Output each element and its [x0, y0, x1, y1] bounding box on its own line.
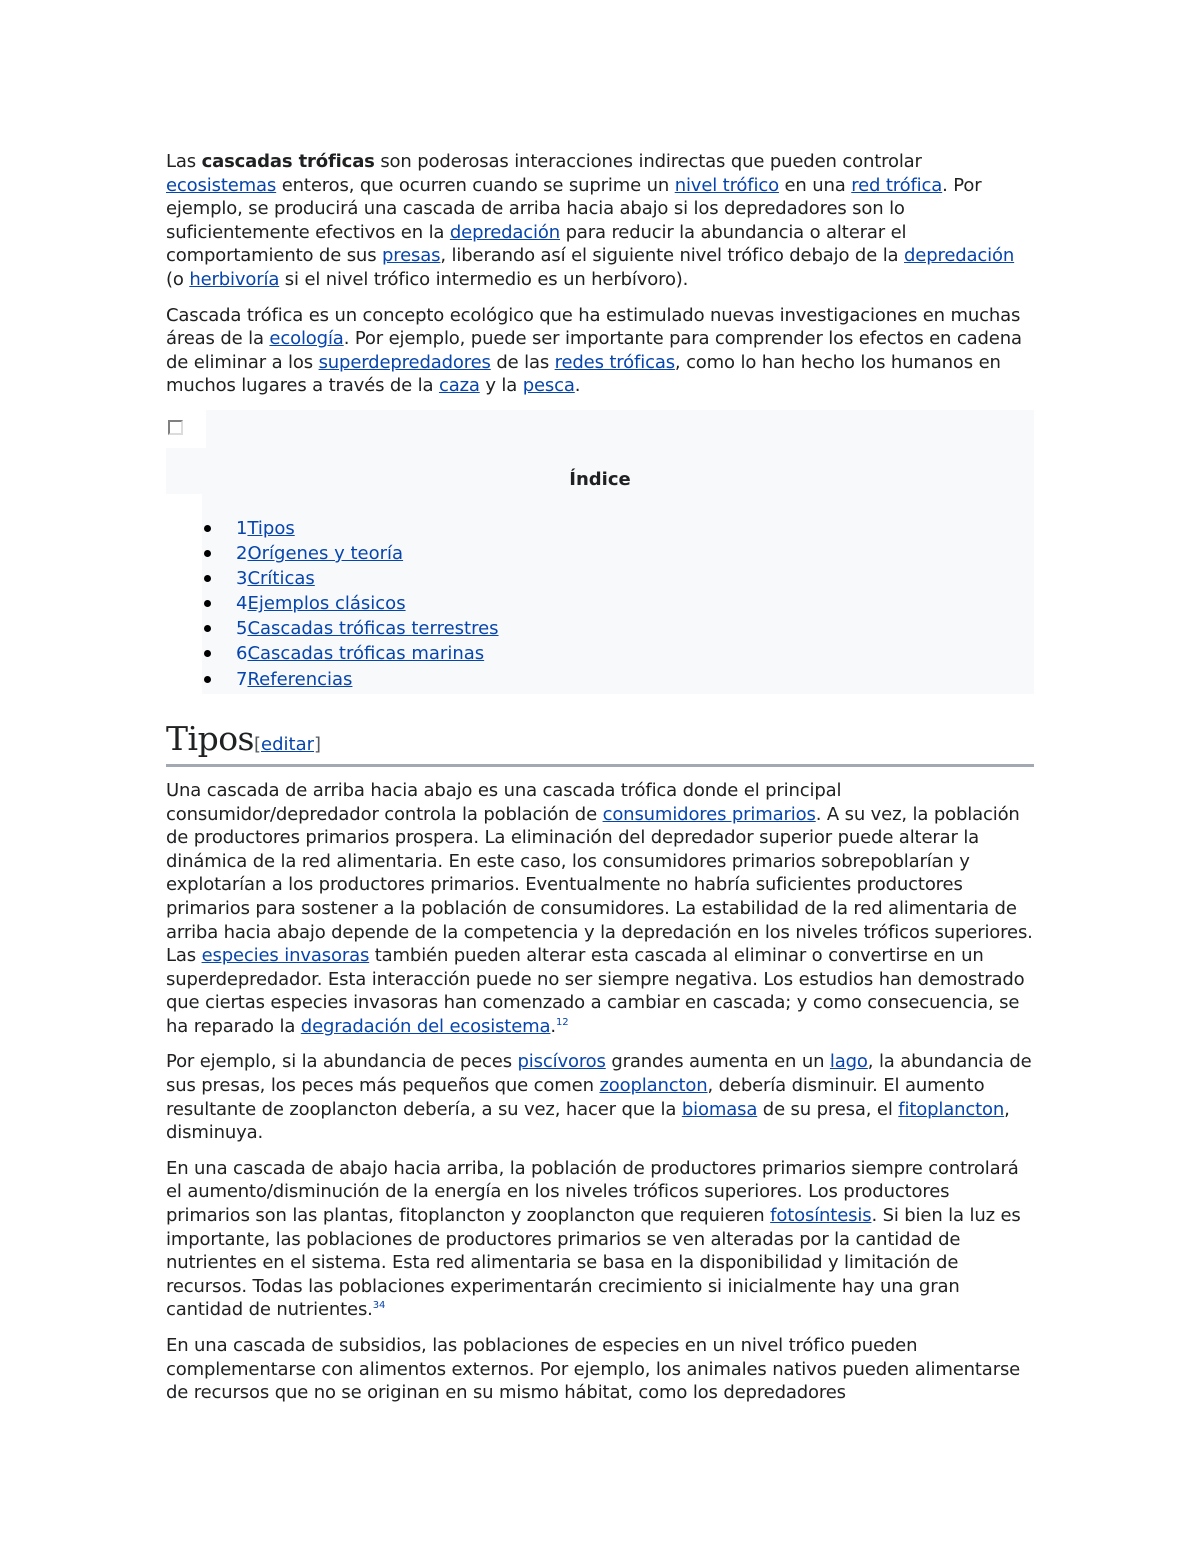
- toc-number: 3: [236, 568, 248, 590]
- bullet-icon: [204, 550, 211, 557]
- bold-term: cascadas tróficas: [201, 151, 375, 172]
- toc-link[interactable]: Críticas: [247, 568, 315, 590]
- section-paragraph-2: [166, 1050, 1034, 1144]
- text: , disminuya.: [166, 1098, 1010, 1144]
- intro-paragraph-1: [166, 150, 1034, 292]
- toc-link[interactable]: Ejemplos clásicos: [247, 593, 406, 615]
- section-paragraph-1: [166, 779, 1034, 1039]
- link-zooplancton[interactable]: zooplancton: [599, 1075, 708, 1097]
- toc-link[interactable]: Orígenes y teoría: [247, 543, 404, 565]
- bullet-icon: [204, 575, 211, 582]
- section-heading: [166, 720, 1034, 767]
- text: Cascada trófica es un concepto ecológico que ha estimulado nuevas investigaciones en muchas áreas de la: [166, 304, 1021, 350]
- text: , la abundancia de sus presas, los peces más pequeños que comen: [166, 1051, 1032, 1097]
- text: .: [550, 1015, 556, 1037]
- text: . Por ejemplo, puede ser importante para comprender los efectos en cadena de eliminar a los: [166, 328, 1022, 373]
- text: de su presa, el: [757, 1098, 899, 1120]
- section-title: Tipos: [166, 718, 254, 758]
- link-degradacion-ecosistema[interactable]: degradación del ecosistema: [300, 1015, 551, 1037]
- intro-paragraph-2: [166, 304, 1034, 398]
- link-piscivoros[interactable]: piscívoros: [517, 1051, 606, 1073]
- toc-item-ejemplos[interactable]: [204, 591, 499, 616]
- text: Una cascada de arriba hacia abajo es una cascada trófica donde el principal consumidor/depredador controla la población de: [166, 779, 842, 825]
- toc-number: 4: [236, 593, 248, 615]
- text: . Por ejemplo, se producirá una cascada de arriba hacia abajo si los depredadores son lo suficientemente efectivos en la: [166, 174, 982, 243]
- toc-link[interactable]: Cascadas tróficas marinas: [247, 643, 485, 665]
- toc-toggle-checkbox[interactable]: [168, 420, 183, 435]
- link-ecosistemas[interactable]: ecosistemas: [166, 174, 277, 196]
- text: son poderosas interacciones indirectas que pueden controlar: [374, 151, 922, 172]
- link-redes-troficas[interactable]: redes tróficas: [554, 351, 675, 373]
- toc-number: 1: [236, 517, 248, 539]
- section-paragraph-4: [166, 1334, 1034, 1405]
- reference-link[interactable]: 34: [372, 1300, 386, 1312]
- text: también pueden alterar esta cascada al eliminar o convertirse en un superdepredador. Esta interacción puede no ser siempre negativa. Los estudios han demostrado que ciertas especies invasoras han comenzado a cambiar en cascada; y como consecuencia, se ha reparado la: [166, 945, 1025, 1037]
- toc-item-marinas[interactable]: [204, 641, 499, 666]
- text: . Si bien la luz es importante, las poblaciones de productores primarios se ven alteradas por la cantidad de nutrientes en el sistema. Esta red alimentaria se basa en la disponibilidad y limitación de recursos. Todas las poblaciones experimentarán crecimiento si inicialmente hay una gran cantidad de nutrientes.: [166, 1205, 1021, 1321]
- text: Por ejemplo, si la abundancia de peces: [166, 1051, 518, 1073]
- toc-item-origenes[interactable]: [204, 541, 499, 566]
- bracket: ]: [314, 733, 322, 755]
- toc-link[interactable]: Referencias: [247, 668, 353, 690]
- text: de las: [490, 351, 555, 373]
- bullet-icon: [204, 676, 211, 683]
- toc-link[interactable]: Tipos: [247, 517, 295, 539]
- toc-number: 5: [236, 618, 248, 640]
- link-herbivoria[interactable]: herbivoría: [189, 268, 280, 290]
- text: en una: [778, 174, 852, 196]
- link-superdepredadores[interactable]: superdepredadores: [318, 351, 491, 373]
- table-of-contents: [166, 410, 1034, 694]
- link-presas[interactable]: presas: [382, 245, 441, 267]
- bullet-icon: [204, 525, 211, 532]
- edit-link[interactable]: editar: [261, 733, 315, 755]
- reference-marker[interactable]: [373, 1300, 385, 1311]
- toc-item-terrestres[interactable]: [204, 616, 499, 641]
- edit-section: [254, 734, 321, 755]
- text: Las: [166, 151, 202, 172]
- bracket: [: [254, 733, 262, 755]
- text: , debería disminuir. El aumento resultante de zooplancton debería, a su vez, hacer que la: [166, 1075, 985, 1120]
- text: y la: [479, 375, 523, 397]
- text: , como lo han hecho los humanos en muchos lugares a través de la: [166, 351, 1001, 397]
- link-consumidores-primarios[interactable]: consumidores primarios: [602, 803, 816, 825]
- toc-link[interactable]: Cascadas tróficas terrestres: [247, 618, 499, 640]
- text: En una cascada de subsidios, las poblaciones de especies en un nivel trófico pueden complementarse con alimentos externos. Por ejemplo, los animales nativos pueden alimentarse de recursos que no se originan en su mismo hábitat, como los depredadores: [166, 1335, 1021, 1404]
- link-lago[interactable]: lago: [829, 1051, 868, 1073]
- text: .: [574, 375, 581, 397]
- toc-title: Índice: [569, 468, 631, 490]
- link-nivel-trofico[interactable]: nivel trófico: [674, 174, 779, 196]
- text: . A su vez, la población de productores primarios prospera. La eliminación del depredador superior puede alterar la dinámica de la red alimentaria. En este caso, los consumidores primarios sobrepoblarían y explotarían a los productores primarios. Eventualmente no habría suficientes productores primarios para sostener a la población de consumidores. La estabilidad de la red alimentaria de arriba hacia abajo depende de la competencia y la depredación en los niveles tróficos superiores. Las: [166, 803, 1033, 967]
- text: para reducir la abundancia o alterar el comportamiento de sus: [166, 221, 907, 267]
- toc-item-referencias[interactable]: [204, 667, 499, 692]
- link-fotosintesis[interactable]: fotosíntesis: [770, 1205, 872, 1227]
- text: En una cascada de abajo hacia arriba, la población de productores primarios siempre controlará el aumento/disminución de la energía en los niveles tróficos superiores. Los productores primarios son las plantas, fitoplancton y zooplancton que requieren: [166, 1157, 1019, 1227]
- bullet-icon: [204, 600, 211, 607]
- toc-number: 7: [236, 668, 248, 690]
- toc-number: 6: [236, 643, 248, 665]
- reference-marker[interactable]: [556, 1017, 568, 1028]
- article-content: [166, 150, 1034, 1417]
- reference-link[interactable]: 12: [556, 1016, 569, 1028]
- text: , liberando así el siguiente nivel trófico debajo de la: [440, 245, 904, 267]
- link-depredacion[interactable]: depredación: [449, 221, 561, 243]
- text: (o: [166, 268, 190, 290]
- toc-item-tipos[interactable]: [204, 516, 499, 541]
- text: enteros, que ocurren cuando se suprime un: [276, 174, 675, 196]
- text: si el nivel trófico intermedio es un herbívoro).: [279, 268, 689, 290]
- link-fitoplancton[interactable]: fitoplancton: [898, 1098, 1005, 1120]
- text: grandes aumenta en un: [605, 1051, 830, 1073]
- bullet-icon: [204, 650, 211, 657]
- toc-list: [204, 516, 499, 692]
- link-pesca[interactable]: pesca: [522, 375, 575, 397]
- link-ecologia[interactable]: ecología: [269, 328, 344, 350]
- link-especies-invasoras[interactable]: especies invasoras: [201, 945, 370, 967]
- link-red-trofica[interactable]: red trófica: [851, 174, 943, 196]
- link-caza[interactable]: caza: [438, 375, 480, 397]
- toc-item-criticas[interactable]: [204, 566, 499, 591]
- toc-number: 2: [236, 543, 248, 565]
- link-biomasa[interactable]: biomasa: [681, 1098, 758, 1120]
- bullet-icon: [204, 625, 211, 632]
- section-paragraph-3: [166, 1157, 1034, 1322]
- link-depredacion-2[interactable]: depredación: [904, 245, 1015, 267]
